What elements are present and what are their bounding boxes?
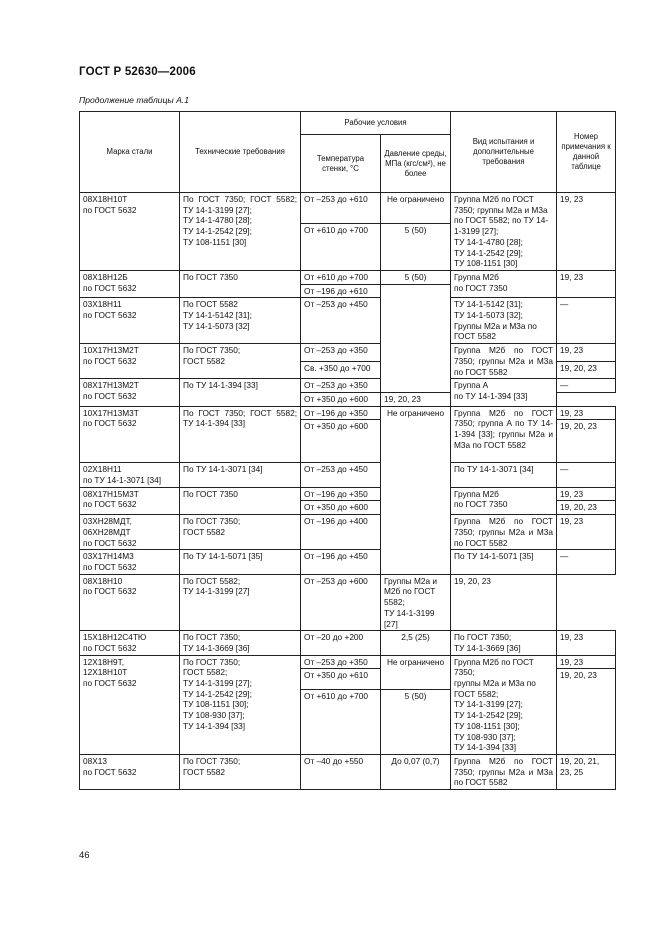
- requirements-cell: По ГОСТ 7350: [180, 270, 301, 297]
- page-number: 46: [79, 850, 90, 861]
- requirements-cell: По ГОСТ 7350; ГОСТ 5582: [180, 515, 301, 550]
- steel-grade-cell: 08Х18Н10 по ГОСТ 5632: [80, 574, 180, 631]
- temperature-cell: От +350 до +600: [301, 392, 381, 406]
- temperature-cell: От –253 до +350: [301, 379, 381, 393]
- temperature-cell: От –253 до +600: [301, 574, 381, 631]
- table-row: [80, 344, 616, 362]
- test-cell: Группа М2б по ГОСТ 7350; группа А по ТУ 14-1-394 [33]; группы М2а и М3а по ГОСТ 5582: [451, 406, 557, 463]
- table-row: [80, 631, 616, 655]
- steel-grade-cell: 08Х17Н15М3Т по ГОСТ 5632: [80, 487, 180, 514]
- notes-cell: —: [557, 379, 616, 393]
- notes-cell: 19, 23: [557, 487, 616, 501]
- requirements-cell: По ГОСТ 7350; ГОСТ 5582; ТУ 14-1-394 [33]: [180, 406, 301, 463]
- notes-cell: 19, 23: [557, 631, 616, 655]
- notes-cell: 19, 23: [557, 515, 616, 550]
- notes-cell: 19, 23: [557, 193, 616, 271]
- requirements-cell: По ГОСТ 7350: [180, 487, 301, 514]
- requirements-cell: По ГОСТ 5582 ТУ 14-1-5142 [31]; ТУ 14-1-5073 [32]: [180, 298, 301, 344]
- requirements-cell: По ТУ 14-1-394 [33]: [180, 379, 301, 406]
- test-cell: Группа М2б по ГОСТ 7350; группы М2а и М3а по ГОСТ 5582: [451, 754, 557, 789]
- table-row: [80, 463, 616, 487]
- notes-cell: 19, 23: [557, 270, 616, 297]
- test-cell: Группа М2б по ГОСТ 7350; группы М2а и М3а по ГОСТ 5582: [451, 344, 557, 379]
- notes-cell: 19, 23: [557, 406, 616, 420]
- test-cell: Группа М2б по ГОСТ 7350: [451, 270, 557, 297]
- document-title: ГОСТ Р 52630—2006: [79, 66, 196, 78]
- notes-cell: 19, 23: [557, 344, 616, 362]
- table-row: [80, 574, 616, 631]
- temperature-cell: От –20 до +200: [301, 631, 381, 655]
- notes-cell: —: [557, 550, 616, 574]
- test-cell: ТУ 14-1-5142 [31]; ТУ 14-1-5073 [32]; Группы М2а и М3а по ГОСТ 5582: [451, 298, 557, 344]
- temperature-cell: От –253 до +350: [301, 655, 381, 669]
- requirements-cell: По ТУ 14-1-5071 [35]: [180, 550, 301, 574]
- steel-grade-cell: 08Х18Н10Т по ГОСТ 5632: [80, 193, 180, 271]
- table-row: [80, 193, 616, 224]
- notes-cell: 19, 20, 23: [557, 669, 616, 755]
- steel-grade-cell: 08Х17Н13М2Т по ГОСТ 5632: [80, 379, 180, 406]
- header-test-type: Вид испытания и дополнительные требования: [451, 112, 557, 193]
- table-row: [80, 515, 616, 550]
- temperature-cell: От –253 до +350: [301, 344, 381, 362]
- pressure-cell: 2,5 (25): [381, 631, 451, 655]
- steel-grade-cell: 12Х18Н9Т, 12Х18Н10Т по ГОСТ 5632: [80, 655, 180, 754]
- test-cell: Группа М2б по ГОСТ 7350; группы М2а и М3а по ГОСТ 5582; по ТУ 14-1-3199 [27]; ТУ 14-1-4780 [28]; ТУ 14-1-2542 [29]; ТУ 108-1151 [30]: [451, 193, 557, 271]
- temperature-cell: От +610 до +700: [301, 689, 381, 754]
- steel-grades-table: [79, 111, 616, 790]
- steel-grade-cell: 08Х18Н12Б по ГОСТ 5632: [80, 270, 180, 297]
- temperature-cell: От –196 до +400: [301, 515, 381, 550]
- requirements-cell: По ГОСТ 7350; ГОСТ 5582: [180, 344, 301, 379]
- table-row: [80, 298, 616, 344]
- temperature-cell: От –196 до +350: [301, 406, 381, 420]
- requirements-cell: По ГОСТ 7350; ТУ 14-1-3669 [36]: [180, 631, 301, 655]
- pressure-cell: 5 (50): [381, 270, 451, 284]
- table-row: [80, 655, 616, 669]
- requirements-cell: По ГОСТ 7350; ГОСТ 5582: [180, 754, 301, 789]
- table-row: [80, 406, 616, 420]
- table-row: [80, 487, 616, 501]
- notes-cell: 19, 23: [557, 655, 616, 669]
- temperature-cell: От +350 до +610: [301, 669, 381, 690]
- steel-grade-cell: 03Х18Н11 по ГОСТ 5632: [80, 298, 180, 344]
- notes-cell: 19, 20, 23: [557, 361, 616, 379]
- steel-grade-cell: 03Х17Н14М3 по ГОСТ 5632: [80, 550, 180, 574]
- temperature-cell: От +350 до +600: [301, 420, 381, 463]
- test-cell: По ТУ 14-1-3071 [34]: [451, 463, 557, 487]
- temperature-cell: Св. +350 до +700: [301, 361, 381, 379]
- temperature-cell: От –196 до +350: [301, 487, 381, 501]
- temperature-cell: От +350 до +600: [301, 501, 381, 515]
- requirements-cell: По ТУ 14-1-3071 [34]: [180, 463, 301, 487]
- header-steel-grade: Марка стали: [80, 112, 180, 193]
- requirements-cell: По ГОСТ 5582; ТУ 14-1-3199 [27]: [180, 574, 301, 631]
- temperature-cell: От –40 до +550: [301, 754, 381, 789]
- table-row: [80, 379, 616, 393]
- notes-cell: 19, 20, 23: [381, 392, 451, 406]
- header-note-number: Номер примечания к данной таблице: [557, 112, 616, 193]
- pressure-cell: 5 (50): [381, 689, 451, 754]
- pressure-cell: До 0,07 (0,7): [381, 754, 451, 789]
- temperature-cell: От –253 до +610: [301, 193, 381, 224]
- table-row: [80, 754, 616, 789]
- header-temperature: Температура стенки, °С: [301, 135, 381, 193]
- pressure-cell: Не ограничено: [381, 655, 451, 689]
- pressure-cell-empty: [381, 284, 451, 392]
- steel-grade-cell: 02Х18Н11 по ТУ 14-1-3071 [34]: [80, 463, 180, 487]
- notes-cell: 19, 20, 21, 23, 25: [557, 754, 616, 789]
- pressure-cell: Не ограничено: [381, 193, 451, 224]
- notes-cell: 19, 20, 23: [557, 501, 616, 515]
- notes-cell: 19, 20, 23: [557, 420, 616, 463]
- steel-grade-cell: 10Х17Н13М3Т по ГОСТ 5632: [80, 406, 180, 463]
- test-cell: Группы М2а и М2б по ГОСТ 5582; ТУ 14-1-3199 [27]: [381, 574, 451, 631]
- test-cell: Группа М2б по ГОСТ 7350; группы М2а и М3а по ГОСТ 5582; ТУ 14-1-3199 [27]; ТУ 14-1-2542 [29]; ТУ 108-1151 [30]; ТУ 108-930 [37]; ТУ 14-1-394 [33]: [451, 655, 557, 754]
- pressure-cell-merged: Не ограничено: [381, 406, 451, 574]
- pressure-cell: 5 (50): [381, 223, 451, 270]
- test-cell: По ГОСТ 7350; ТУ 14-1-3669 [36]: [451, 631, 557, 655]
- temperature-cell: От –253 до +450: [301, 298, 381, 344]
- header-working-conditions: Рабочие условия: [301, 112, 451, 135]
- steel-grade-cell: 15Х18Н12С4ТЮ по ГОСТ 5632: [80, 631, 180, 655]
- test-cell: Группа М2б по ГОСТ 7350: [451, 487, 557, 514]
- steel-grade-cell: 10Х17Н13М2Т по ГОСТ 5632: [80, 344, 180, 379]
- header-pressure: Давление среды, МПа (кгс/см²), не более: [381, 135, 451, 193]
- notes-cell: —: [557, 463, 616, 487]
- table-row: [80, 270, 616, 284]
- table-row: [80, 550, 616, 574]
- test-cell: Группа А по ТУ 14-1-394 [33]: [451, 379, 557, 406]
- notes-cell: —: [557, 298, 616, 344]
- test-cell: По ТУ 14-1-5071 [35]: [451, 550, 557, 574]
- temperature-cell: От –196 до +450: [301, 550, 381, 574]
- requirements-cell: По ГОСТ 7350; ГОСТ 5582; ТУ 14-1-3199 [27]; ТУ 14-1-2542 [29]; ТУ 108-1151 [30]; ТУ 108-930 [37]; ТУ 14-1-394 [33]: [180, 655, 301, 754]
- steel-grade-cell: 08Х13 по ГОСТ 5632: [80, 754, 180, 789]
- test-cell: Группа М2б по ГОСТ 7350; группы М2а и М3а по ГОСТ 5582: [451, 515, 557, 550]
- header-tech-requirements: Технические требования: [180, 112, 301, 193]
- steel-grade-cell: 03ХН28МДТ, 06ХН28МДТ по ГОСТ 5632: [80, 515, 180, 550]
- temperature-cell: От +610 до +700: [301, 270, 381, 284]
- table-caption: Продолжение таблицы А.1: [79, 95, 189, 105]
- requirements-cell: По ГОСТ 7350; ГОСТ 5582; ТУ 14-1-3199 [27]; ТУ 14-1-4780 [28]; ТУ 14-1-2542 [29]; ТУ 108-1151 [30]: [180, 193, 301, 271]
- notes-cell: 19, 20, 23: [451, 574, 557, 631]
- temperature-cell: От +610 до +700: [301, 223, 381, 270]
- temperature-cell: От –196 до +610: [301, 284, 381, 298]
- temperature-cell: От –253 до +450: [301, 463, 381, 487]
